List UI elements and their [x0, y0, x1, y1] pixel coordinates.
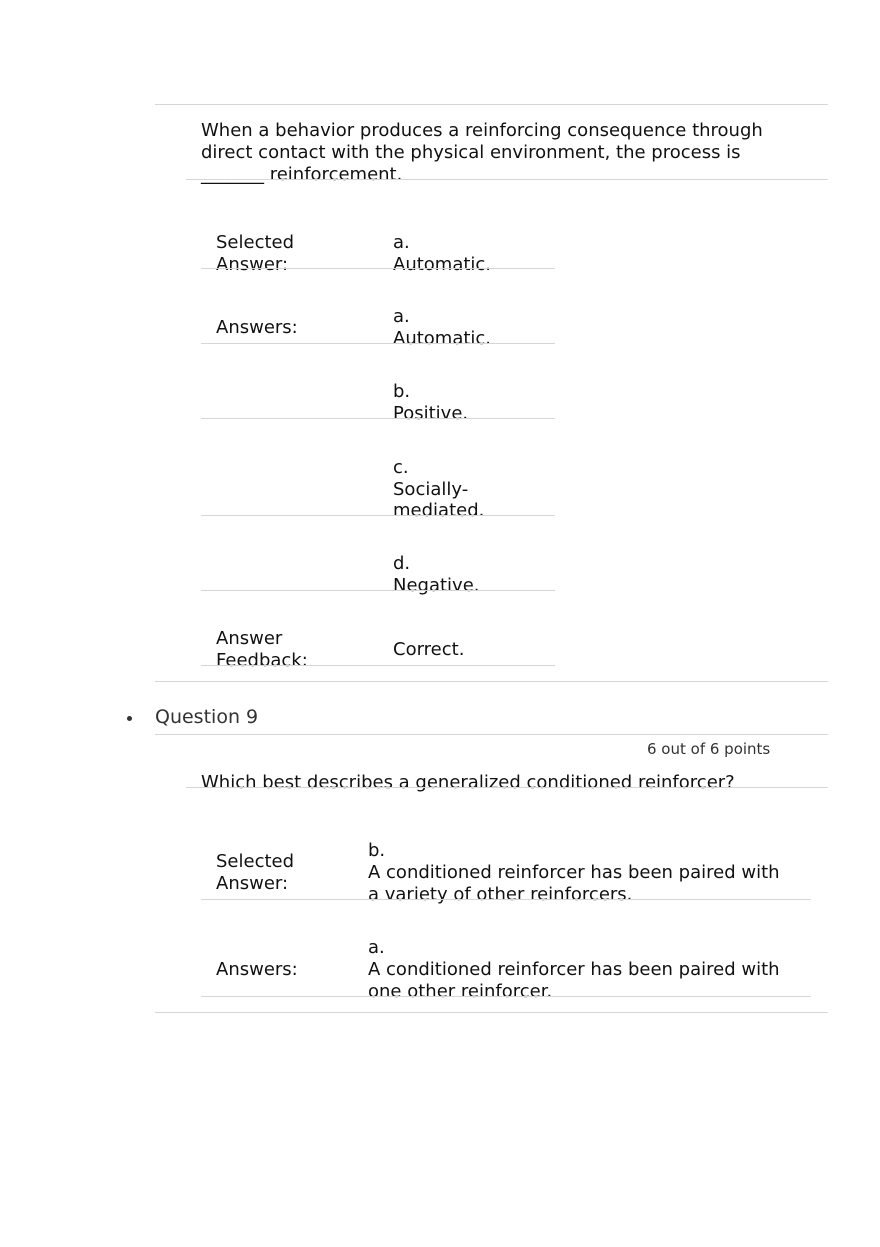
row-divider — [201, 899, 811, 900]
row-divider — [201, 418, 555, 419]
feedback-label-2: Feedback: — [216, 650, 308, 671]
row-divider — [201, 343, 555, 344]
answers-label: Answers: — [216, 317, 298, 338]
selected-answer-letter: a. — [393, 232, 410, 253]
answer-c-text-2: mediated. — [393, 500, 485, 521]
selected-answer-text-1: A conditioned reinforcer has been paired with — [368, 862, 780, 883]
row-divider — [201, 996, 811, 997]
answer-a-letter: a. — [393, 306, 410, 327]
bullet-icon — [127, 716, 132, 721]
divider — [186, 787, 828, 788]
question-8-line-3: _______ reinforcement. — [201, 164, 403, 185]
question-9-text: Which best describes a generalized conditioned reinforcer? — [201, 772, 735, 793]
answer-a-letter: a. — [368, 937, 385, 958]
feedback-label-1: Answer — [216, 628, 283, 649]
row-divider — [201, 665, 555, 666]
divider-top — [155, 104, 828, 105]
row-divider — [201, 268, 555, 269]
divider — [155, 734, 828, 735]
divider — [155, 681, 828, 682]
answer-a-text: Automatic. — [393, 328, 492, 349]
selected-answer-text-2: a variety of other reinforcers. — [368, 884, 633, 905]
row-divider — [201, 515, 555, 516]
selected-answer-label-2: Answer: — [216, 873, 289, 894]
answer-c-text-1: Socially- — [393, 479, 469, 500]
answer-b-letter: b. — [393, 381, 411, 402]
selected-answer-letter: b. — [368, 840, 386, 861]
points-label: 6 out of 6 points — [647, 740, 771, 758]
row-divider — [201, 590, 555, 591]
feedback-text: Correct. — [393, 639, 465, 660]
selected-answer-text: Automatic. — [393, 254, 492, 275]
selected-answer-label-2: Answer: — [216, 254, 289, 275]
divider — [186, 179, 828, 180]
answer-a-text-1: A conditioned reinforcer has been paired with — [368, 959, 780, 980]
answer-b-text: Positive. — [393, 403, 469, 424]
answers-label: Answers: — [216, 959, 298, 980]
answer-c-letter: c. — [393, 457, 409, 478]
selected-answer-label: Selected — [216, 851, 295, 872]
question-8-line-1: When a behavior produces a reinforcing consequence through — [201, 120, 763, 141]
answer-d-text: Negative. — [393, 575, 480, 596]
answer-a-text-2: one other reinforcer. — [368, 981, 553, 1002]
answer-d-letter: d. — [393, 553, 411, 574]
question-8-line-2: direct contact with the physical environment, the process is — [201, 142, 741, 163]
divider — [155, 1012, 828, 1013]
question-9-title: Question 9 — [155, 706, 259, 728]
selected-answer-label: Selected — [216, 232, 295, 253]
